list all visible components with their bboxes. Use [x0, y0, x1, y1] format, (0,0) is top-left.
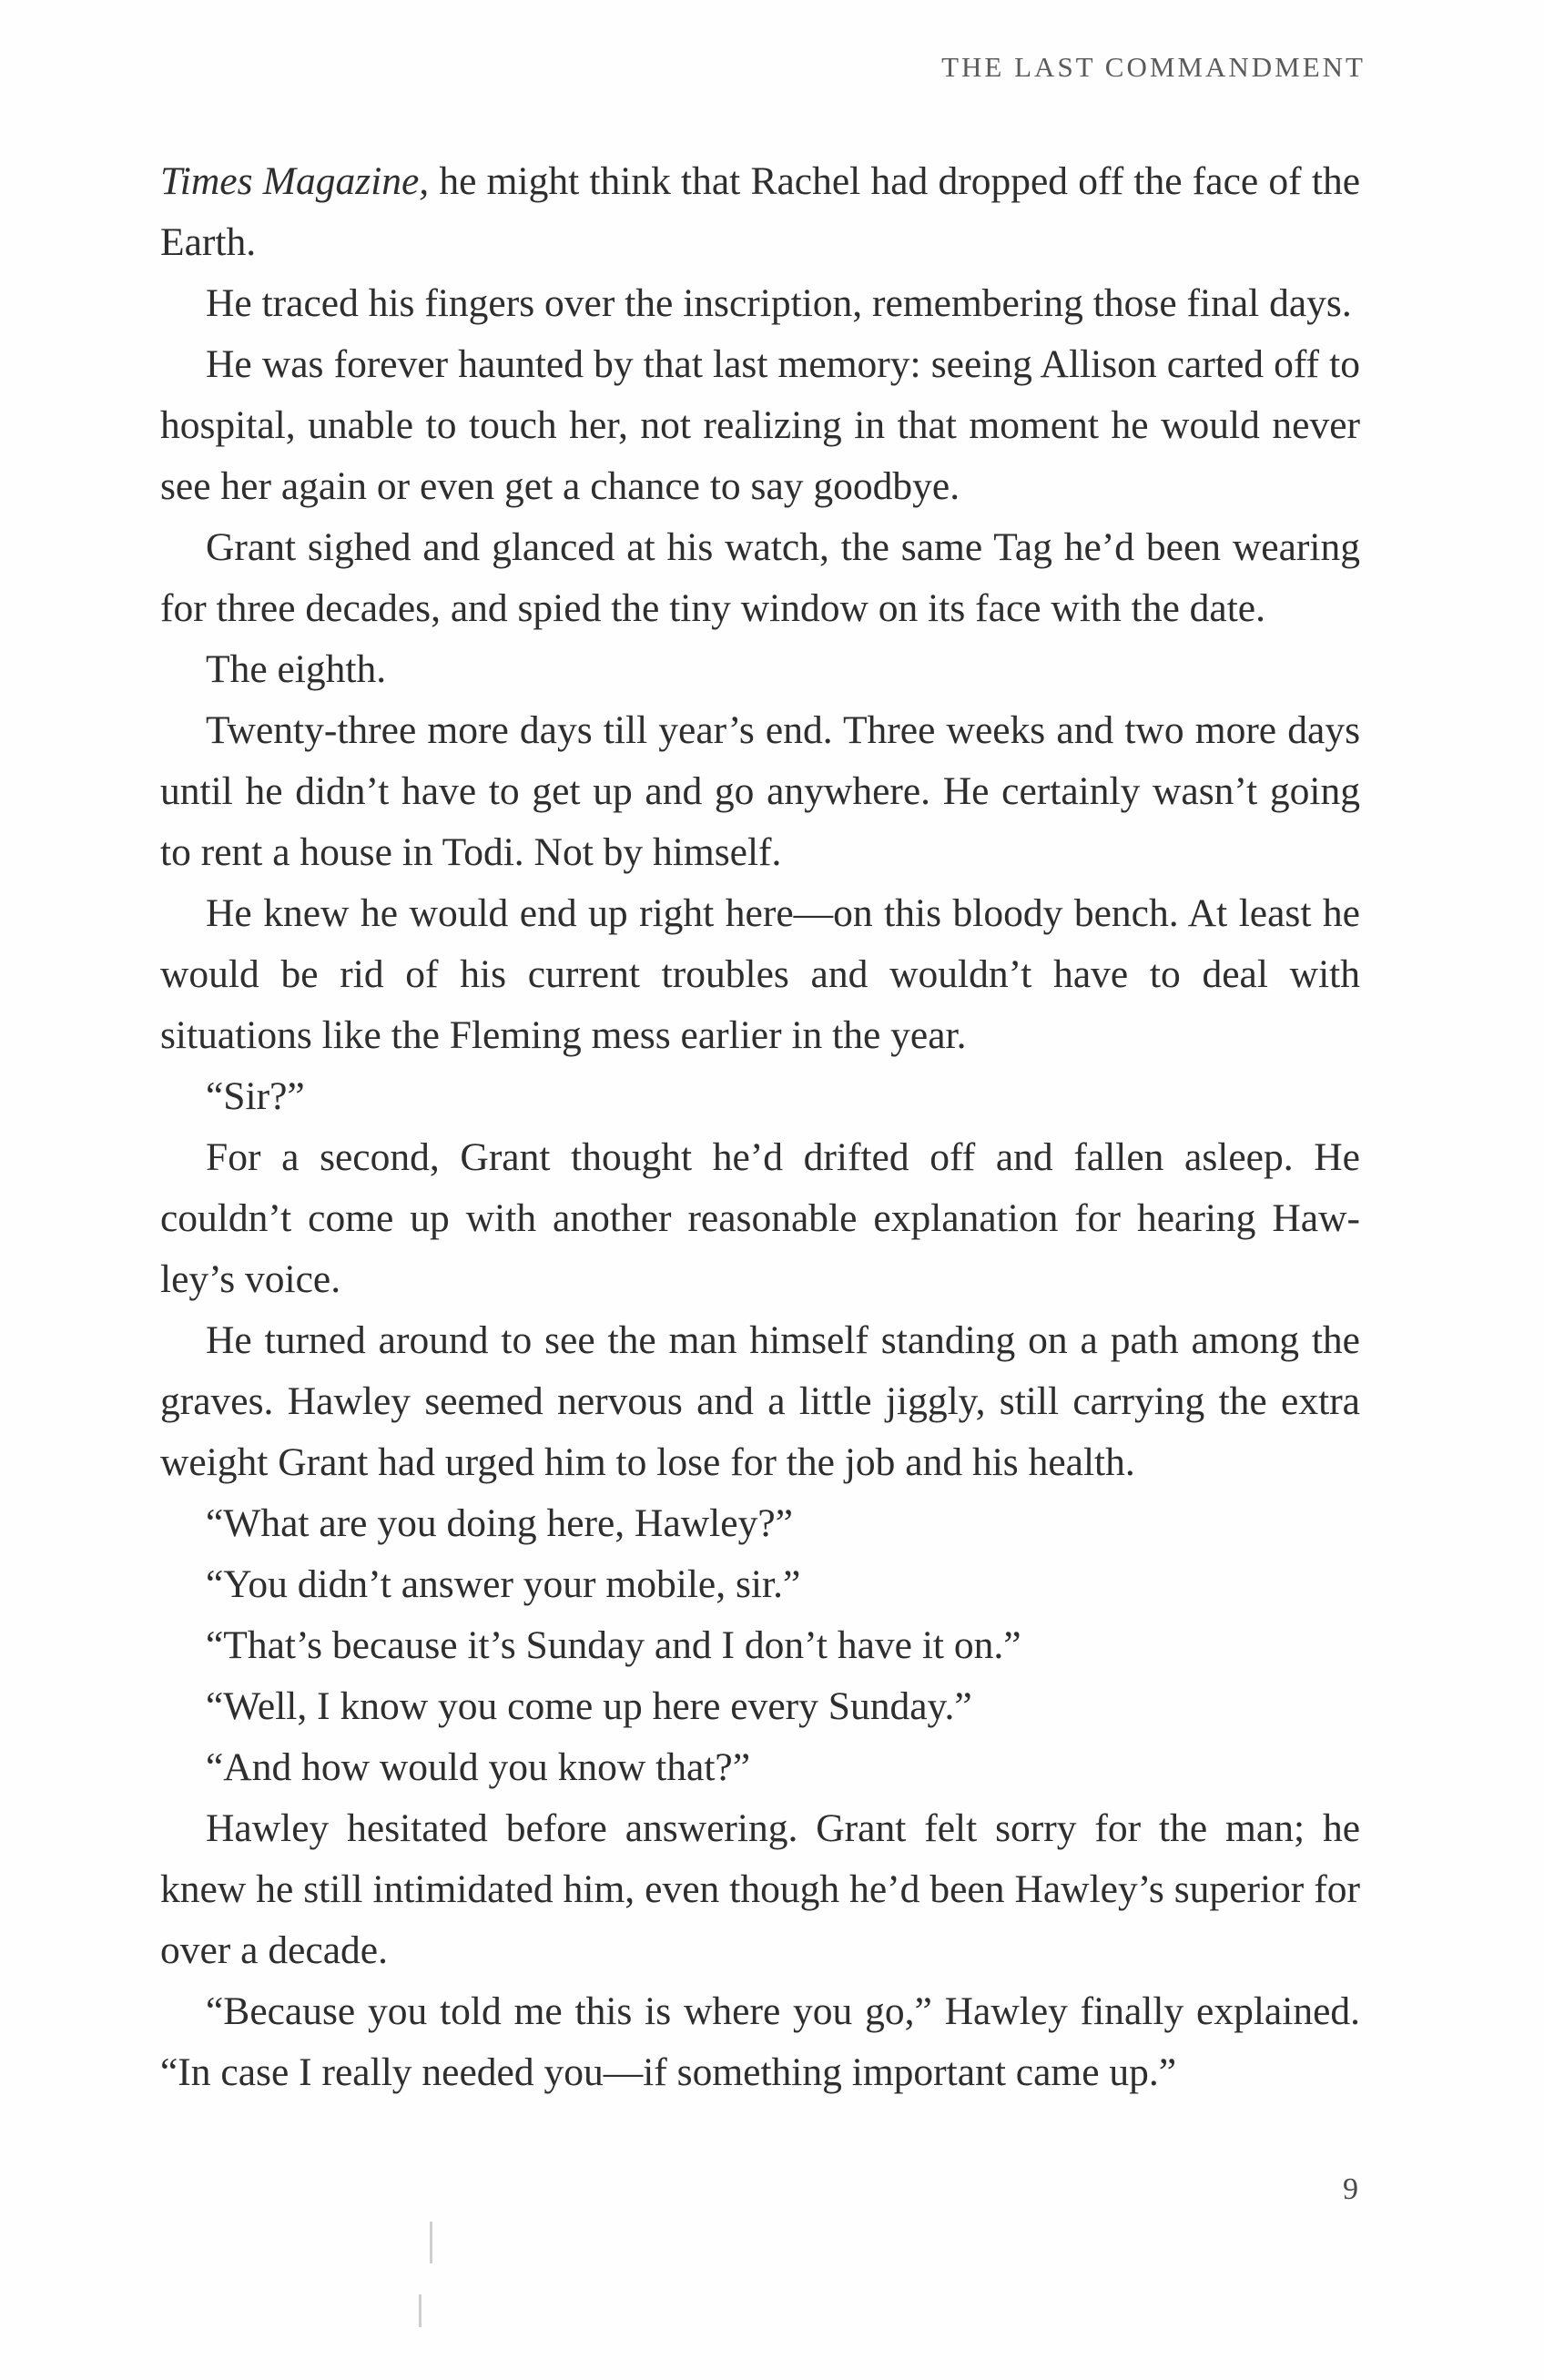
- paragraph: Grant sighed and glanced at his watch, the same Tag he’d been wearing for three decades, and spied the tiny window on its face with the date.: [160, 525, 1360, 630]
- paragraph: He was forever haunted by that last memory: seeing Allison carted off to hospital, unable to touch her, not realizing in that moment he would never see her again or even get a chance to say goodbye.: [160, 342, 1360, 508]
- paragraph: He traced his fingers over the inscription, remembering those final days.: [206, 281, 1352, 325]
- paragraph: Hawley hesitated before answering. Grant felt sorry for the man; he knew he still intimidated him, even though he’d been Hawley’s superior for over a decade.: [160, 1806, 1360, 1972]
- opening-rest: he might think that Rachel had dropped off the face of the Earth.: [160, 159, 1361, 264]
- paragraph: “Well, I know you come up here every Sunday.”: [206, 1684, 972, 1728]
- scan-speck: [430, 2222, 432, 2263]
- paragraph: “You didn’t answer your mobile, sir.”: [206, 1562, 801, 1606]
- italic-title: Times Magazine,: [160, 159, 430, 203]
- body-text: [160, 151, 1360, 2103]
- paragraph: The eighth.: [206, 647, 387, 691]
- paragraph: “Because you told me this is where you go,” Hawley finally explained. “In case I really needed you—if something important came up.”: [160, 1989, 1360, 2094]
- paragraph: Twenty-three more days till year’s end. Three weeks and two more days until he didn’t have to get up and go anywhere. He certainly wasn’t going to rent a house in Todi. Not by himself.: [160, 708, 1360, 874]
- paragraph: “Sir?”: [206, 1074, 305, 1118]
- paragraph: He turned around to see the man himself standing on a path among the graves. Hawley seemed nervous and a little jiggly, still carrying the extra weight Grant had urged him to lose for the job and his health.: [160, 1318, 1360, 1484]
- scan-speck: [419, 2294, 422, 2327]
- paragraph: For a second, Grant thought he’d drifted off and fallen asleep. He couldn’t come up with another reasonable explanation for hearing Hawley’s voice.: [160, 1135, 1360, 1301]
- paragraph: “And how would you know that?”: [206, 1745, 751, 1789]
- paragraph: He knew he would end up right here—on this bloody bench. At least he would be rid of his current troubles and wouldn’t have to deal with situations like the Fleming mess earlier in the year.: [160, 891, 1360, 1057]
- paragraph-opening: [160, 151, 1360, 273]
- running-head: THE LAST COMMANDMENT: [941, 51, 1366, 83]
- page-number: 9: [1343, 2172, 1358, 2206]
- paragraph: “What are you doing here, Hawley?”: [206, 1501, 793, 1545]
- paragraph: “That’s because it’s Sunday and I don’t have it on.”: [206, 1623, 1021, 1667]
